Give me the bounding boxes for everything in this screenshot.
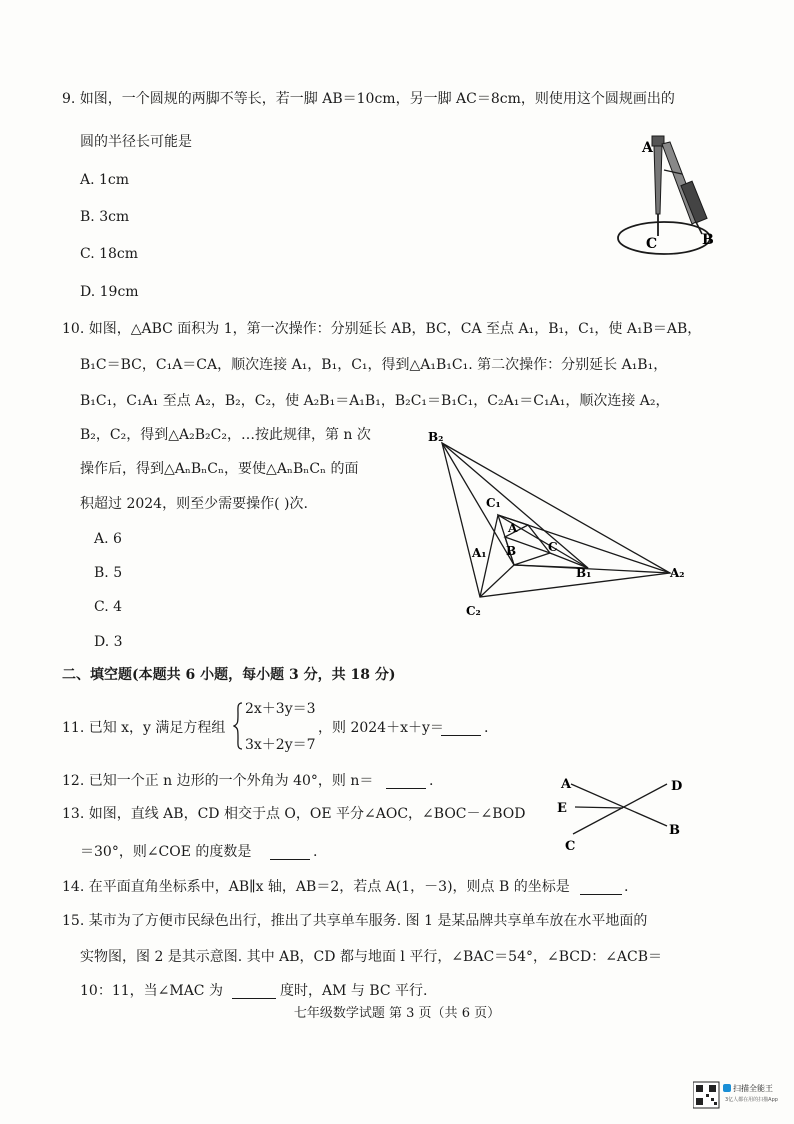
label-a2: A₂ [670,566,685,580]
q10-line2: B₁C＝BC，C₁A＝CA，顺次连接 A₁，B₁，C₁，得到△A₁B₁C₁. 第二次操作：分别延长 A₁B₁， [80,357,668,373]
intersecting-lines-figure [555,772,690,856]
brace-icon [233,702,243,750]
q10-option-c: C. 4 [94,599,123,615]
label-b2: B₂ [428,430,444,444]
q11-suffix: ，则 2024＋x＋y＝ [318,720,444,736]
label-c: C [548,540,558,554]
q13-label-e: E [557,801,567,816]
q13-label-c: C [565,839,576,854]
q10-line4: B₂，C₂，得到△A₂B₂C₂，…按此规律，第 n 次 [80,427,371,443]
scanner-watermark [693,1080,783,1110]
triangle-a2b2c2 [442,443,670,597]
q11-equation-2: 3x＋2y＝7 [245,737,316,753]
compass-label-c: C [646,236,658,252]
label-a: A [508,521,518,535]
compass-label-a: A [642,140,653,156]
page-footer: 七年级数学试题 第 3 页（共 6 页） [293,1006,501,1021]
q9-option-c: C. 18cm [80,246,139,262]
q15-line2: 实物图，图 2 是其示意图. 其中 AB，CD 都与地面 l 平行，∠BAC＝54°，∠BCD：∠ACB＝ [80,949,663,965]
label-b: B [506,544,517,558]
q12-answer-blank[interactable] [386,788,426,789]
q9-stem-line1: 9. 如图，一个圆规的两脚不等长，若一脚 AB＝10cm，另一脚 AC＝8cm，则使用这个圆规画出的 [62,91,675,107]
q15-line1: 15. 某市为了方便市民绿色出行，推出了共享单车服务. 图 1 是某品牌共享单车放在水平地面的 [62,913,648,929]
q15-line3a: 10：11，当∠MAC 为 [80,983,223,999]
q15-line3b: 度时，AM 与 BC 平行. [280,983,428,999]
q9-option-a: A. 1cm [80,172,130,188]
section-2-title: 二、填空题(本题共 6 小题，每小题 3 分，共 18 分) [62,667,396,683]
q13-line1: 13. 如图，直线 AB，CD 相交于点 O，OE 平分∠AOC，∠BOC－∠BOD [62,806,526,822]
q12-end: . [429,773,434,789]
q10-line6: 积超过 2024，则至少需要操作( )次. [80,496,308,512]
q14-text: 14. 在平面直角坐标系中，AB∥x 轴，AB＝2，若点 A(1，－3)，则点 B 的坐标是 [62,879,570,895]
q13-label-d: D [671,779,683,794]
q9-stem-line2: 圆的半径长可能是 [80,134,192,150]
q9-option-b: B. 3cm [80,209,130,225]
compass-label-b: B [702,232,714,248]
q11-end: . [484,720,489,736]
compass-figure [612,130,722,262]
q10-line5: 操作后，得到△AₙBₙCₙ，要使△AₙBₙCₙ 的面 [80,461,359,477]
q14-end: . [624,879,629,895]
q10-line1: 10. 如图，△ABC 面积为 1，第一次操作：分别延长 AB，BC，CA 至点 A₁，B₁，C₁，使 A₁B＝AB， [62,321,702,337]
q10-option-b: B. 5 [94,565,123,581]
triangle-figure [420,425,695,620]
q9-option-d: D. 19cm [80,284,139,300]
compass-leg-ac [654,146,662,214]
scanner-brand: 扫描全能王 [733,1084,773,1093]
label-a1: A₁ [472,546,487,560]
label-c2: C₂ [466,604,481,618]
scanner-slogan: 3亿人都在用的扫描App [725,1097,778,1103]
q11-answer-blank[interactable] [441,735,481,736]
q10-line3: B₁C₁，C₁A₁ 至点 A₂，B₂，C₂，使 A₂B₁＝A₁B₁，B₂C₁＝B₁C₁，C₂A₁＝C₁A₁，顺次连接 A₂， [80,393,670,409]
q13-end: . [313,844,318,860]
q13-answer-blank[interactable] [270,859,310,860]
q13-label-b: B [669,823,680,838]
q13-line2: ＝30°，则∠COE 的度数是 [80,844,252,860]
q10-option-a: A. 6 [94,531,122,547]
circle-drawn [618,222,710,254]
q11-prefix: 11. 已知 x，y 满足方程组 [62,720,226,736]
q11-equation-1: 2x＋3y＝3 [245,701,316,717]
q14-answer-blank[interactable] [580,894,622,895]
q13-label-a: A [561,777,572,792]
label-b1: B₁ [576,566,592,580]
label-c1: C₁ [486,496,501,510]
q12-text: 12. 已知一个正 n 边形的一个外角为 40°，则 n＝ [62,773,374,789]
q10-option-d: D. 3 [94,634,123,650]
q15-answer-blank[interactable] [232,998,276,999]
